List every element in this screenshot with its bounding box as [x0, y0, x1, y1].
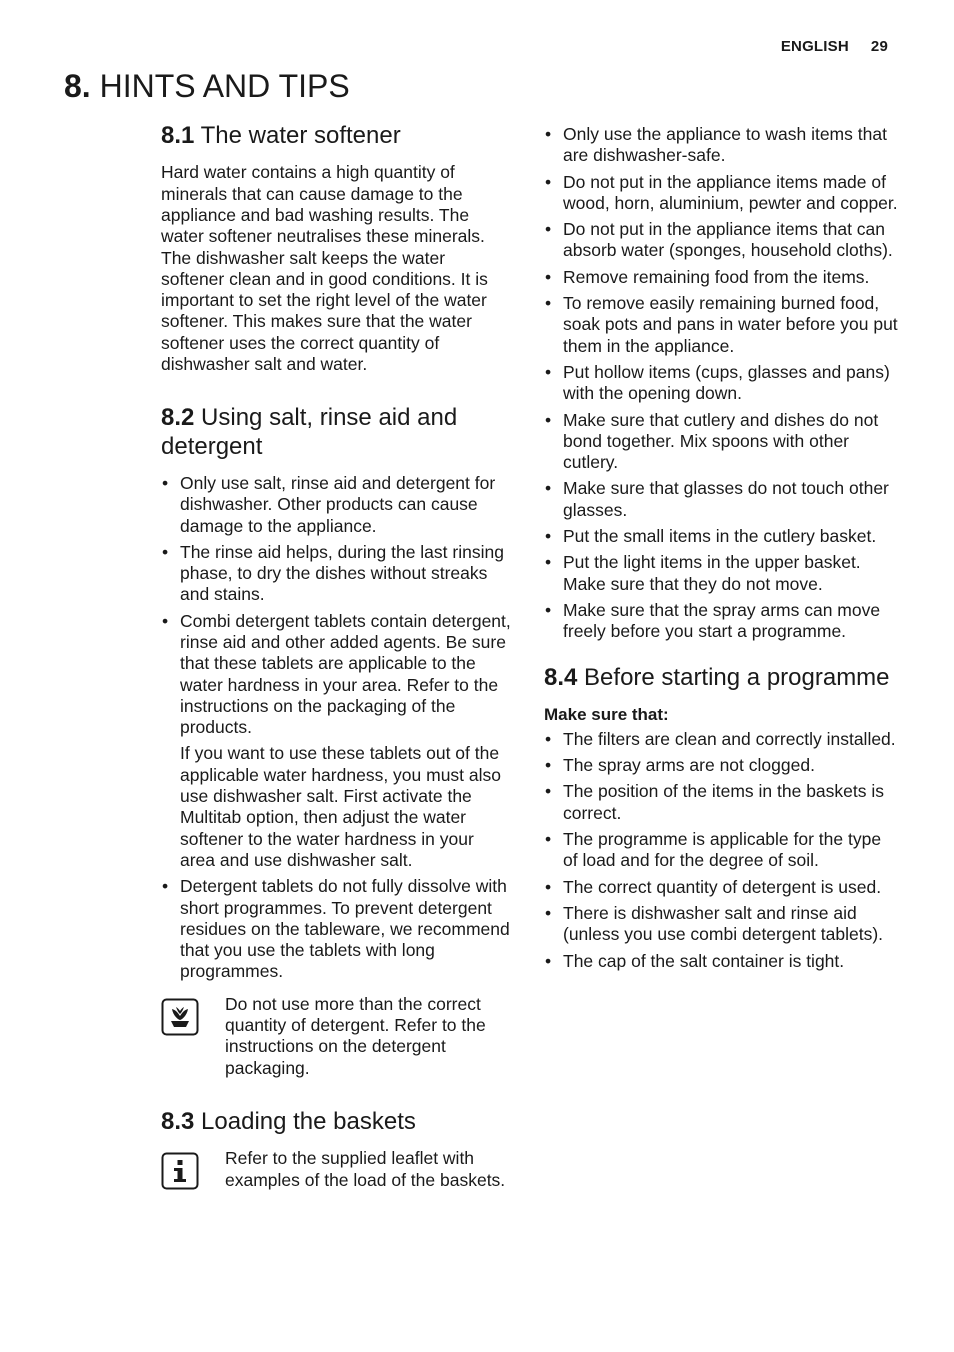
- list-item-text: The filters are clean and correctly installed.: [563, 728, 896, 749]
- section-8-1-para-2: The dishwasher salt keeps the water softener clean and in good conditions. It is important to set the right level of the water softener. This makes sure that the water softener uses the correct quantity of dishwasher salt and water.: [161, 247, 488, 374]
- list-item: • Combi detergent tablets contain detergent, rinse aid and other added agents. Be sure that these tablets are applicable to the water hardness in your area. Refer to the instructions on the packaging of the products. If you want to use these tablets out of the applicable water hardness, you must also use dishwasher salt. First activate the Multitab option, then adjust the water softener to the water hardness in your area and use dishwasher salt.: [161, 611, 513, 872]
- list-item: • There is dishwasher salt and rinse aid (unless you use combi detergent tablets).: [545, 902, 884, 945]
- list-item: • Do not put in the appliance items that can absorb water (sponges, household cloths).: [545, 219, 893, 261]
- list-item: • The spray arms are not clogged.: [545, 755, 815, 776]
- list-item-text: Make sure that the spray arms can move freely before you start a programme.: [563, 599, 881, 642]
- list-item: • Put the small items in the cutlery basket.: [545, 526, 877, 547]
- section-8-3-title: Loading the baskets: [201, 1107, 416, 1135]
- info-note: [161, 1148, 513, 1191]
- header-language: ENGLISH: [780, 38, 849, 55]
- list-item: • Make sure that glasses do not touch other glasses.: [545, 478, 889, 520]
- list-item-text: Put the light items in the upper basket. Make sure that they do not move.: [563, 552, 861, 594]
- list-item: • To remove easily remaining burned food, soak pots and pans in water before you put them in the appliance.: [545, 293, 898, 356]
- right-column: [544, 124, 900, 977]
- list-item-text: Make sure that cutlery and dishes do not bond together. Mix spoons with other cutlery.: [563, 409, 879, 473]
- list-item-text: To remove easily remaining burned food, soak pots and pans in water before you put them in the appliance.: [563, 293, 898, 356]
- section-8-3-heading: [161, 1108, 513, 1136]
- list-item: • The programme is applicable for the type of load and for the degree of soil.: [545, 829, 882, 871]
- section-8-2-bullet-list: [161, 473, 513, 983]
- list-item-text: Detergent tablets do not fully dissolve with short programmes. To prevent detergent residues on the tableware, we recommend that you use the tablets with long programmes.: [180, 876, 510, 982]
- list-item: • Detergent tablets do not fully dissolve with short programmes. To prevent detergent residues on the tableware, we recommend that you use the tablets with long programmes.: [162, 876, 510, 982]
- list-item: • Only use salt, rinse aid and detergent for dishwasher. Other products can cause damage to the appliance.: [162, 472, 496, 536]
- list-item-text: The correct quantity of detergent is used.: [563, 876, 882, 897]
- list-item: • Remove remaining food from the items.: [545, 266, 870, 287]
- list-item-text: The spray arms are not clogged.: [563, 755, 815, 776]
- section-8-2-title: Using salt, rinse aid and detergent: [161, 404, 458, 460]
- loading-tips-bullet-list: [544, 124, 900, 643]
- section-8-1-number: 8.1: [161, 122, 195, 149]
- list-item-text: The position of the items in the baskets is correct.: [563, 781, 884, 823]
- list-item: • The cap of the salt container is tight.: [545, 950, 845, 971]
- section-8-4-heading: [544, 664, 900, 692]
- section-8-4-bullet-list: [544, 729, 900, 972]
- list-item: • Make sure that cutlery and dishes do not bond together. Mix spoons with other cutlery.: [545, 409, 879, 473]
- section-8-4-number: 8.4: [544, 663, 578, 691]
- header-page-number: 29: [870, 38, 888, 55]
- list-item-text: There is dishwasher salt and rinse aid (unless you use combi detergent tablets).: [563, 902, 884, 945]
- list-item-text: Remove remaining food from the items.: [563, 266, 870, 287]
- section-8-3-number: 8.3: [161, 1107, 195, 1135]
- section-8-4-title: Before starting a programme: [584, 663, 890, 691]
- section-8-1-para-1: Hard water contains a high quantity of minerals that can cause damage to the appliance and bad washing results. The water softener neutralises these minerals.: [161, 162, 485, 247]
- environment-note: [161, 994, 513, 1079]
- list-item-text: Only use salt, rinse aid and detergent for dishwasher. Other products can cause damage to the appliance.: [180, 472, 496, 536]
- chapter-title: [64, 68, 350, 105]
- list-item: • Put hollow items (cups, glasses and pans) with the opening down.: [545, 361, 890, 404]
- list-item: • Only use the appliance to wash items that are dishwasher-safe.: [545, 124, 887, 166]
- page-header: [781, 38, 888, 55]
- list-item-text: Put the small items in the cutlery basket.: [563, 526, 877, 547]
- section-8-2-heading: [161, 404, 513, 461]
- list-item: • Make sure that the spray arms can move freely before you start a programme.: [545, 599, 881, 642]
- info-note-text: Refer to the supplied leaflet with examples of the load of the baskets.: [225, 1148, 506, 1190]
- list-item-text: Do not put in the appliance items made of wood, horn, aluminium, pewter and copper.: [563, 171, 898, 213]
- list-item-text: The programme is applicable for the type of load and for the degree of soil.: [563, 829, 882, 871]
- list-item: • The correct quantity of detergent is used.: [545, 876, 882, 897]
- left-column: [161, 122, 513, 1191]
- section-8-1-title: The water softener: [200, 122, 401, 149]
- list-item-text: The rinse aid helps, during the last rinsing phase, to dry the dishes without streaks and stains.: [180, 541, 504, 605]
- chapter-title-text: HINTS AND TIPS: [99, 68, 350, 104]
- environment-note-text: Do not use more than the correct quantity of detergent. Refer to the instructions on the detergent packaging.: [225, 993, 486, 1078]
- list-item-text: Make sure that glasses do not touch other glasses.: [563, 478, 889, 520]
- info-icon: [161, 1152, 199, 1195]
- list-item-text: Combi detergent tablets contain detergent, rinse aid and other added agents. Be sure that these tablets are applicable to the water hardness in your area. Refer to the instructions on the packaging of the products.: [180, 610, 511, 738]
- section-8-4-label: Make sure that:: [544, 704, 669, 724]
- list-item: • The position of the items in the baskets is correct.: [545, 781, 884, 823]
- environment-leaf-icon: [161, 998, 199, 1041]
- list-item-text: The cap of the salt container is tight.: [563, 950, 845, 971]
- list-item: • Put the light items in the upper basket. Make sure that they do not move.: [545, 552, 861, 594]
- list-item-text: Only use the appliance to wash items that are dishwasher-safe.: [563, 124, 887, 166]
- list-item-text: Put hollow items (cups, glasses and pans) with the opening down.: [563, 361, 890, 404]
- list-item: • The rinse aid helps, during the last rinsing phase, to dry the dishes without streaks and stains.: [162, 541, 504, 605]
- section-8-2-number: 8.2: [161, 404, 195, 432]
- list-item-text: Do not put in the appliance items that can absorb water (sponges, household cloths).: [563, 219, 893, 261]
- list-item-continuation: If you want to use these tablets out of the applicable water hardness, you must also use dishwasher salt. First activate the Multitab option, then adjust the water softener to the water hardness in your area and use dishwasher salt.: [180, 743, 502, 870]
- chapter-number: 8.: [64, 68, 91, 104]
- list-item: • The filters are clean and correctly installed.: [545, 728, 896, 749]
- list-item: • Do not put in the appliance items made of wood, horn, aluminium, pewter and copper.: [545, 171, 898, 213]
- section-8-1-heading: [161, 122, 513, 150]
